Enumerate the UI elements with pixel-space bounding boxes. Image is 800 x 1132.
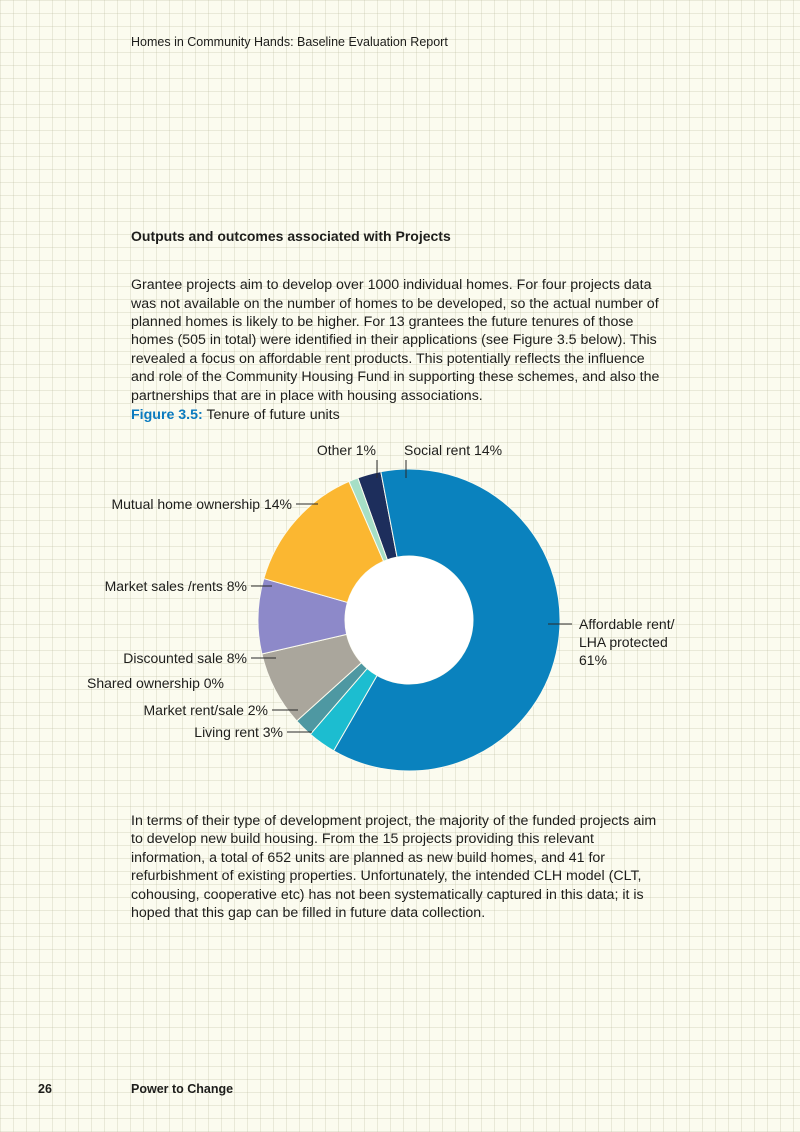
label-affordable-line2: LHA protected xyxy=(579,634,668,650)
running-header: Homes in Community Hands: Baseline Evaluation Report xyxy=(131,35,448,49)
footer-organisation: Power to Change xyxy=(131,1082,234,1096)
development-paragraph-text: In terms of their type of development project, the majority of the funded projects aim to develop new build housing. From the 15 projects providing this relevant information, a total of 652 units are planned as new build homes, and 41 for refurbishment of existing properties. Unfortunately, the intended CLH model (CLT, cohousing, cooperative etc) has not been systematically captured in this data; it is hoped that this gap can be filled in future data collection. xyxy=(131,813,657,922)
donut-slices xyxy=(258,469,560,771)
label-shared-ownership: Shared ownership 0% xyxy=(87,675,224,691)
label-market-sales-rents: Market sales /rents 8% xyxy=(104,578,247,594)
label-living-rent: Living rent 3% xyxy=(194,724,283,740)
page-number: 26 xyxy=(38,1082,52,1096)
label-affordable-line1: Affordable rent/ xyxy=(579,616,675,632)
label-market-rent-sale: Market rent/sale 2% xyxy=(143,702,268,718)
label-social-rent: Social rent 14% xyxy=(404,442,503,458)
label-discounted-sale: Discounted sale 8% xyxy=(123,650,247,666)
label-other: Other 1% xyxy=(316,442,376,458)
section-heading: Outputs and outcomes associated with Projects xyxy=(131,228,451,244)
intro-paragraph-text: Grantee projects aim to develop over 1000 individual homes. For four projects data was not available on the number of homes to be developed, so the actual number of planned homes is likely to be higher. For 13 grantees the future tenures of those homes (505 in total) were identified in their applications (see Figure 3.5 below). This revealed a focus on affordable rent products. This potentially reflects the influence and role of the Community Housing Fund in supporting these schemes, and also the partnerships that are in place with housing associations. xyxy=(131,277,660,404)
development-paragraph xyxy=(131,812,671,922)
label-affordable-line3: 61% xyxy=(579,652,608,668)
donut-hole xyxy=(345,556,473,684)
figure-title: Tenure of future units xyxy=(206,407,340,423)
figure-label: Figure 3.5: xyxy=(131,407,203,423)
label-mutual-home-ownership: Mutual home ownership 14% xyxy=(111,496,292,512)
